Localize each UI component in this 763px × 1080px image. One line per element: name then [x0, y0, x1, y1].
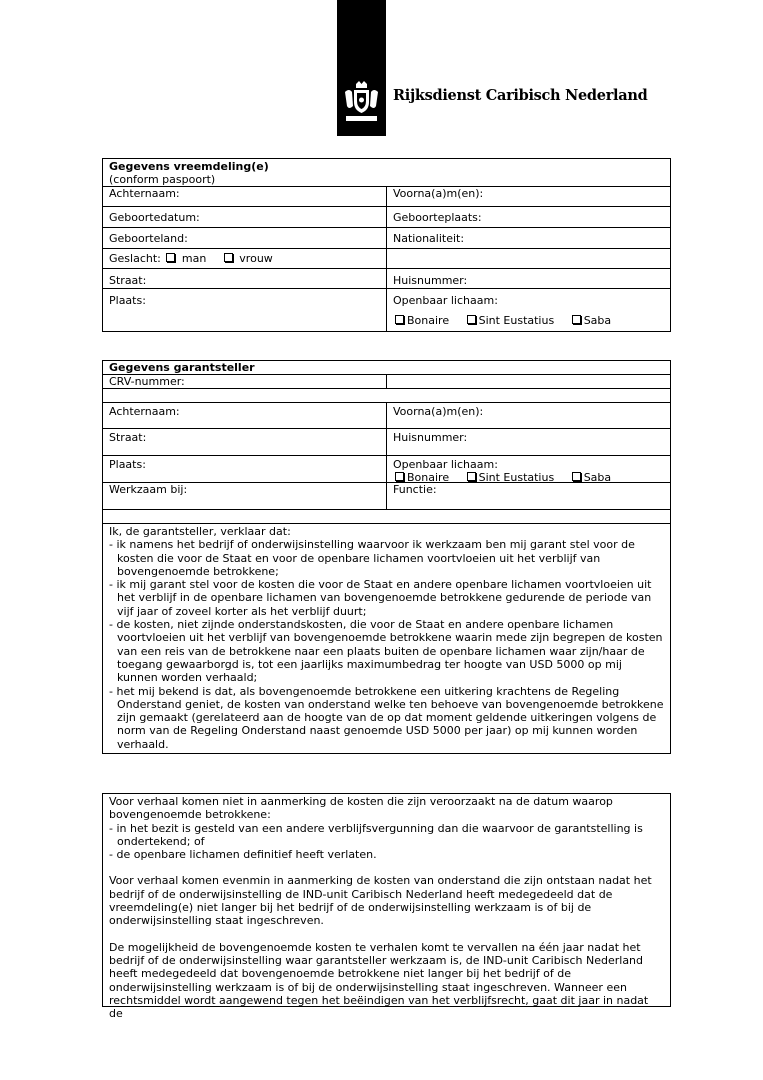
- openbaar-lichaam-field: [387, 289, 670, 331]
- verhaal-item: - de openbare lichamen definitief heeft verlaten.: [109, 848, 377, 862]
- voornamen-field[interactable]: Voorna(a)m(en):: [393, 187, 484, 200]
- crv-nummer-field[interactable]: CRV-nummer:: [103, 375, 387, 388]
- verhaal-item: - in het bezit is gesteld van een andere verblijfsvergunning dan die waarvoor de garantstelling is ondertekend; of: [109, 821, 643, 848]
- verklaring-text: [103, 524, 670, 753]
- achternaam-field[interactable]: Achternaam:: [103, 403, 387, 428]
- form-row: [103, 289, 670, 331]
- openbaar-lichaam-field: [387, 456, 670, 482]
- verhaal-intro: Voor verhaal komen niet in aanmerking de kosten die zijn veroorzaakt na de datum waarop bovengenoemde betrokkene:: [109, 795, 613, 822]
- vreemdeling-section: [102, 158, 671, 332]
- achternaam-field[interactable]: Achternaam:: [103, 187, 387, 206]
- spacer-row: [103, 389, 670, 403]
- voornamen-field[interactable]: Voorna(a)m(en):: [393, 405, 484, 418]
- form-row: [103, 483, 670, 510]
- verhaal-paragraph: Voor verhaal komen evenmin in aanmerking de kosten van onderstand die zijn ontstaan nadat het bedrijf of de onderwijsinstelling de IND-unit Caribisch Nederland heeft medegedeeld dat de vreemdeling(e) niet langer bij het bedrijf of de onderwijsinstelling werkzaam is of bij de onderwijsinstelling staat ingeschreven.: [109, 874, 652, 928]
- section-title: Gegevens vreemdeling(e): [109, 160, 269, 173]
- form-row: [103, 375, 670, 389]
- organization-name: Rijksdienst Caribisch Nederland: [393, 87, 648, 104]
- form-row: [103, 207, 670, 228]
- island-option-bonaire[interactable]: Bonaire: [393, 314, 449, 327]
- verklaring-item: - ik mij garant stel voor de kosten die voor de Staat en andere openbare lichamen voortvloeien uit het verblijf in de openbare lichamen van bovengenoemde betrokkene gedurende de periode van vijf jaar of zoveel korter als het verblijf duurt;: [109, 578, 652, 618]
- plaats-field[interactable]: Plaats:: [103, 456, 387, 482]
- geslacht-field: [103, 249, 387, 268]
- geboortedatum-field[interactable]: Geboortedatum:: [103, 207, 387, 227]
- verklaring-item: - ik namens het bedrijf of onderwijsinstelling waarvoor ik werkzaam ben mij garant stel voor de kosten die voor de Staat en voor de openbare lichamen voortvloeien uit het verblijf van bovengenoemde betrokkene;: [109, 538, 635, 578]
- form-row: [103, 249, 670, 269]
- island-options: [393, 314, 664, 327]
- form-row: [103, 269, 670, 289]
- coat-of-arms-logo: [343, 80, 380, 124]
- werkzaam-bij-field[interactable]: Werkzaam bij:: [103, 483, 387, 509]
- checkbox-icon[interactable]: [572, 472, 581, 481]
- openbaar-lichaam-label: Openbaar lichaam:: [393, 458, 498, 471]
- gender-option-man[interactable]: man: [164, 252, 206, 265]
- openbaar-lichaam-label: Openbaar lichaam:: [393, 294, 498, 307]
- geboorteplaats-field[interactable]: Geboorteplaats:: [393, 211, 482, 224]
- verklaring-row: [103, 524, 670, 753]
- huisnummer-field[interactable]: Huisnummer:: [393, 274, 468, 287]
- spacer-row: [103, 510, 670, 524]
- verklaring-item: - het mij bekend is dat, als bovengenoemde betrokkene een uitkering krachtens de Regeling Onderstand geniet, de kosten van onderstand welke ten behoeve van bovengenoemde betrokkene zijn gemaakt (gerelateerd aan de hoogte van de op dat moment geldende uitkeringen volgens de norm van de Regeling Onderstand naast genoemde USD 5000 per jaar) op mij kunnen worden verhaald.: [109, 684, 664, 751]
- geboorteland-field[interactable]: Geboorteland:: [103, 228, 387, 248]
- checkbox-icon[interactable]: [467, 315, 476, 324]
- functie-field[interactable]: Functie:: [393, 483, 437, 496]
- nationaliteit-field[interactable]: Nationaliteit:: [393, 232, 465, 245]
- form-row: [103, 187, 670, 207]
- section-title: Gegevens garantsteller: [109, 361, 255, 374]
- checkbox-icon[interactable]: [166, 253, 175, 262]
- straat-field[interactable]: Straat:: [103, 269, 387, 288]
- checkbox-icon[interactable]: [395, 315, 404, 324]
- plaats-field[interactable]: Plaats:: [103, 289, 387, 331]
- checkbox-icon[interactable]: [395, 472, 404, 481]
- verklaring-item: - de kosten, niet zijnde onderstandskosten, die voor de Staat en andere openbare lichamen voortvloeien uit het verblijf van bovengenoemde betrokkene waarin mede zijn begrepen de kosten van een reis van de betrokkene naar een plaats buiten de openbare lichamen waar zijn/haar de toegang gewaarborgd is, tot een jaarlijks maximumbedrag ter hoogte van USD 5000 op mij kunnen worden verhaald;: [109, 618, 663, 685]
- form-row: [103, 403, 670, 429]
- verhaal-text: [103, 794, 670, 1022]
- island-option-bonaire[interactable]: Bonaire: [393, 471, 449, 484]
- checkbox-icon[interactable]: [224, 253, 233, 262]
- geslacht-label: Geslacht:: [109, 252, 161, 265]
- island-option-saba[interactable]: Saba: [570, 471, 611, 484]
- garantsteller-header-row: [103, 361, 670, 375]
- verklaring-intro: Ik, de garantsteller, verklaar dat:: [109, 525, 291, 538]
- island-option-sint-eustatius[interactable]: Sint Eustatius: [465, 314, 555, 327]
- checkbox-icon[interactable]: [572, 315, 581, 324]
- garantsteller-section: [102, 360, 671, 754]
- straat-field[interactable]: Straat:: [103, 429, 387, 455]
- section-subtitle: (conform paspoort): [109, 173, 216, 186]
- huisnummer-field[interactable]: Huisnummer:: [393, 431, 468, 444]
- verhaal-section: [102, 793, 671, 1021]
- checkbox-icon[interactable]: [467, 472, 476, 481]
- crv-nummer-value[interactable]: [387, 375, 670, 388]
- form-row: [103, 429, 670, 456]
- logo-bar: [337, 0, 386, 136]
- form-row: [103, 456, 670, 483]
- gender-option-vrouw[interactable]: vrouw: [222, 252, 273, 265]
- empty-cell: [387, 249, 670, 268]
- island-option-sint-eustatius[interactable]: Sint Eustatius: [465, 471, 555, 484]
- verhaal-paragraph: De mogelijkheid de bovengenoemde kosten te verhalen komt te vervallen na één jaar nadat het bedrijf of de onderwijsinstelling waar garantsteller werkzaam is, de IND-unit Caribisch Nederland heeft medegedeeld dat bovengenoemde betrokkene niet langer bij het bedrijf of de onderwijsinstelling werkzaam is of bij de onderwijsinstelling staat ingeschreven. Wanneer een rechtsmiddel wordt aangewend tegen het beëindigen van het verblijfsrecht, gaat dit jaar in nadat de: [109, 940, 649, 1021]
- form-row: [103, 228, 670, 249]
- vreemdeling-header-row: [103, 159, 670, 187]
- island-option-saba[interactable]: Saba: [570, 314, 611, 327]
